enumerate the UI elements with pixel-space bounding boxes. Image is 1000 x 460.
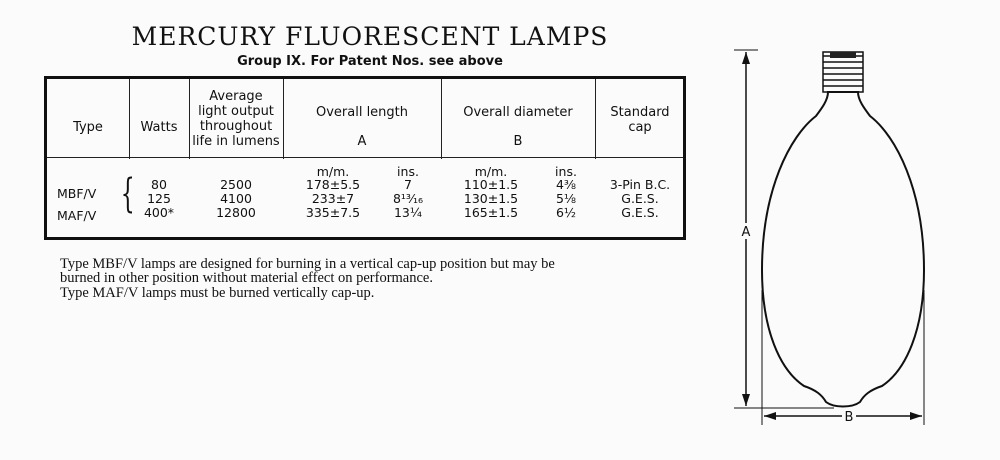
type-maf-v: MAF/V [57,208,97,223]
header-light-output [189,89,283,149]
unit-ins-length: ins. [397,164,419,179]
lamp-bulb-outline [762,92,924,407]
cell-lumens: 2500 [220,177,252,192]
dimension-a-label: A [741,225,751,240]
cell-diameter-mm: 130±1.5 [463,191,519,206]
cell-watts: 400* [143,205,175,220]
unit-ins-diameter: ins. [555,164,577,179]
cell-length-mm: 178±5.5 [305,177,361,192]
page-title: MERCURY FLUORESCENT LAMPS [131,22,609,51]
note-line: burned in other position without material effect on performance. [60,270,433,286]
page-subtitle: Group IX. For Patent Nos. see above [237,54,503,69]
dimension-b-line [762,290,924,425]
cell-length-in: 13¼ [393,205,423,220]
note-line: Type MAF/V lamps must be burned vertically cap-up. [60,285,375,301]
cell-lumens: 4100 [220,191,252,206]
cell-watts: 125 [147,191,171,206]
header-diameter-letter: B [513,134,523,149]
cell-watts: 80 [151,177,167,192]
header-diameter: Overall diameter [463,105,573,120]
brace-symbol: { [120,171,135,217]
cell-cap: 3-Pin B.C. [609,177,671,192]
dimension-b-label: B [844,410,854,425]
header-light-output-line: Average [209,89,263,104]
cell-length-in: 7 [404,177,412,192]
lamp-diagram [730,40,970,430]
column-divider [129,79,130,159]
header-watts: Watts [140,120,178,135]
cell-length-mm: 335±7.5 [305,205,361,220]
header-length: Overall length [315,105,409,120]
header-light-output-line: light output [198,104,274,119]
lamp-cap [823,52,863,92]
cell-cap: G.E.S. [621,205,659,220]
header-divider [47,157,683,158]
cell-diameter-in: 6½ [555,205,577,220]
note-line: Type MBF/V lamps are designed for burning in a vertical cap-up position but may be [60,256,555,272]
header-cap-line: Standard [610,105,670,120]
cell-diameter-mm: 165±1.5 [463,205,519,220]
cell-diameter-in: 5⅛ [555,191,577,206]
header-light-output-line: life in lumens [192,134,280,149]
lamp-spec-table [44,76,686,240]
cell-cap: G.E.S. [621,191,659,206]
header-light-output-line: throughout [199,119,273,134]
header-cap [595,105,685,135]
header-length-letter: A [357,134,367,149]
type-mbf-v: MBF/V [57,186,97,201]
cell-length-mm: 233±7 [311,191,355,206]
cell-length-in: 8¹³⁄₁₆ [392,191,424,206]
cell-lumens: 12800 [216,205,256,220]
header-type: Type [73,120,103,135]
cell-diameter-in: 4⅜ [555,177,577,192]
cell-diameter-mm: 110±1.5 [463,177,519,192]
unit-mm-diameter: m/m. [474,164,508,179]
header-cap-line: cap [628,120,652,135]
unit-mm-length: m/m. [316,164,350,179]
